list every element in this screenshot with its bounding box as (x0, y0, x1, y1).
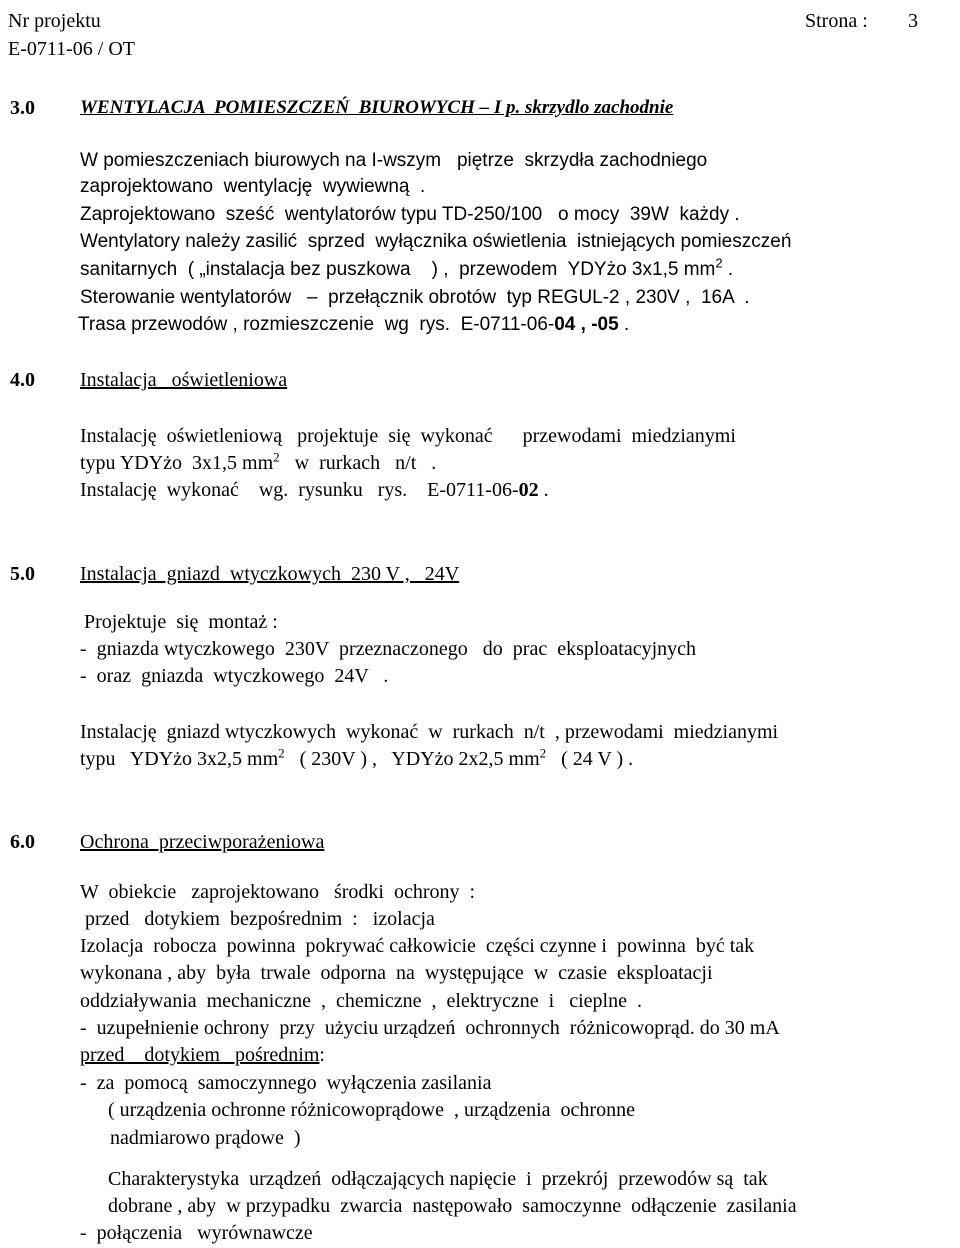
s5-line-3: - oraz gniazda wtyczkowego 24V . (80, 665, 389, 687)
section-5-number: 5.0 (10, 563, 35, 585)
section-4-title: Instalacja oświetleniowa (80, 369, 288, 391)
s6-line-12: dobrane , aby w przypadku zwarcia następowało samoczynne odłączenie zasilania (108, 1195, 797, 1217)
s3-line-5-end: . (722, 259, 734, 280)
s6-line-4: wykonana , aby była trwale odporna na występujące w czasie eksploatacji (80, 962, 713, 984)
s5-line-1: Projektuje się montaż : (84, 611, 278, 633)
s6-line-9: ( urządzenia ochronne różnicowoprądowe , urządzenia ochronne (108, 1099, 635, 1121)
s3-drawing-refs: 04 , -05 (554, 314, 619, 335)
s5-line-4: Instalację gniazd wtyczkowych wykonać w rurkach n/t , przewodami miedzianymi (80, 721, 779, 743)
s5-line-5-text-c: ( 24 V ) . (546, 748, 634, 770)
s6-line-7-underlined: przed dotykiem pośrednim (80, 1044, 320, 1066)
s6-line-7 (80, 1043, 325, 1067)
s4-line-3 (80, 478, 549, 502)
s5-line-2: - gniazda wtyczkowego 230V przeznaczonego do prac eksploatacyjnych (80, 638, 697, 660)
s3-line-2: zaprojektowano wentylację wywiewną . (80, 176, 426, 197)
s6-line-11: Charakterystyka urządzeń odłączających napięcie i przekrój przewodów są tak (108, 1168, 768, 1190)
section-4-number: 4.0 (10, 369, 35, 391)
s4-line-2 (80, 451, 436, 475)
s4-line-2-end: w rurkach n/t . (279, 452, 437, 474)
s5-line-5-text-b: ( 230V ) , YDYżo 2x2,5 mm (284, 748, 540, 770)
s6-line-8: - za pomocą samoczynnego wyłączenia zasilania (80, 1072, 492, 1094)
s3-line-5-sup: 2 (715, 255, 723, 271)
s6-line-7-colon: : (319, 1044, 325, 1066)
s3-line-5-text: sanitarnych ( „instalacja bez puszkowa ) , przewodem YDYżo 3x1,5 mm (80, 259, 716, 280)
section-5-title: Instalacja gniazd wtyczkowych 230 V , 24V (80, 563, 460, 585)
project-label: Nr projektu (8, 10, 101, 32)
page-number: 3 (908, 10, 918, 32)
s6-line-1: W obiekcie zaprojektowano środki ochrony : (80, 881, 476, 903)
project-number: E-0711-06 / OT (8, 38, 136, 60)
s6-line-5: oddziaływania mechaniczne , chemiczne , elektryczne i cieplne . (80, 990, 642, 1012)
s5-line-5-text-a: typu YDYżo 3x2,5 mm (80, 748, 279, 770)
s5-line-5-sup-b: 2 (539, 745, 547, 761)
s3-line-7 (78, 313, 629, 337)
s3-line-7-end: . (618, 314, 630, 335)
s5-line-5-sup-a: 2 (278, 745, 285, 761)
s3-line-1: W pomieszczeniach biurowych na I-wszym piętrze skrzydła zachodniego (80, 150, 708, 171)
s3-line-4: Wentylatory należy zasilić sprzed wyłącznika oświetlenia istniejących pomieszczeń (80, 231, 792, 252)
s3-line-5 (80, 255, 734, 282)
section-3-title: WENTYLACJA POMIESZCZEŃ BIUROWYCH – I p. skrzydlo zachodnie (80, 97, 674, 118)
s6-line-10: nadmiarowo prądowe ) (110, 1127, 301, 1149)
s6-line-2: przed dotykiem bezpośrednim : izolacja (80, 908, 435, 930)
s4-line-2-text: typu YDYżo 3x1,5 mm (80, 452, 274, 474)
section-3-number: 3.0 (10, 97, 35, 119)
s6-line-3: Izolacja robocza powinna pokrywać całkowicie części czynne i powinna być tak (80, 935, 755, 957)
s3-line-6: Sterowanie wentylatorów – przełącznik obrotów typ REGUL-2 , 230V , 16A . (80, 287, 750, 308)
s6-line-13: - połączenia wyrównawcze (80, 1222, 313, 1244)
section-6-number: 6.0 (10, 831, 35, 853)
s4-line-3-text: Instalację wykonać wg. rysunku rys. E-0711-06- (80, 479, 519, 501)
s4-line-2-sup: 2 (273, 449, 280, 465)
s5-line-5 (80, 747, 633, 771)
s4-line-1: Instalację oświetleniową projektuje się wykonać przewodami miedzianymi (80, 425, 736, 447)
s3-line-3: Zaprojektowano sześć wentylatorów typu TD-250/100 o mocy 39W każdy . (80, 204, 740, 225)
section-6-title: Ochrona przeciwporażeniowa (80, 831, 325, 853)
s6-line-6: - uzupełnienie ochrony przy użyciu urządzeń ochronnych różnicowoprąd. do 30 mA (80, 1017, 780, 1039)
s4-drawing-ref: 02 (518, 479, 539, 501)
s4-line-3-end: . (538, 479, 549, 501)
s3-line-7-text: Trasa przewodów , rozmieszczenie wg rys. E-0711-06- (78, 314, 555, 335)
page-label: Strona : (805, 10, 868, 32)
